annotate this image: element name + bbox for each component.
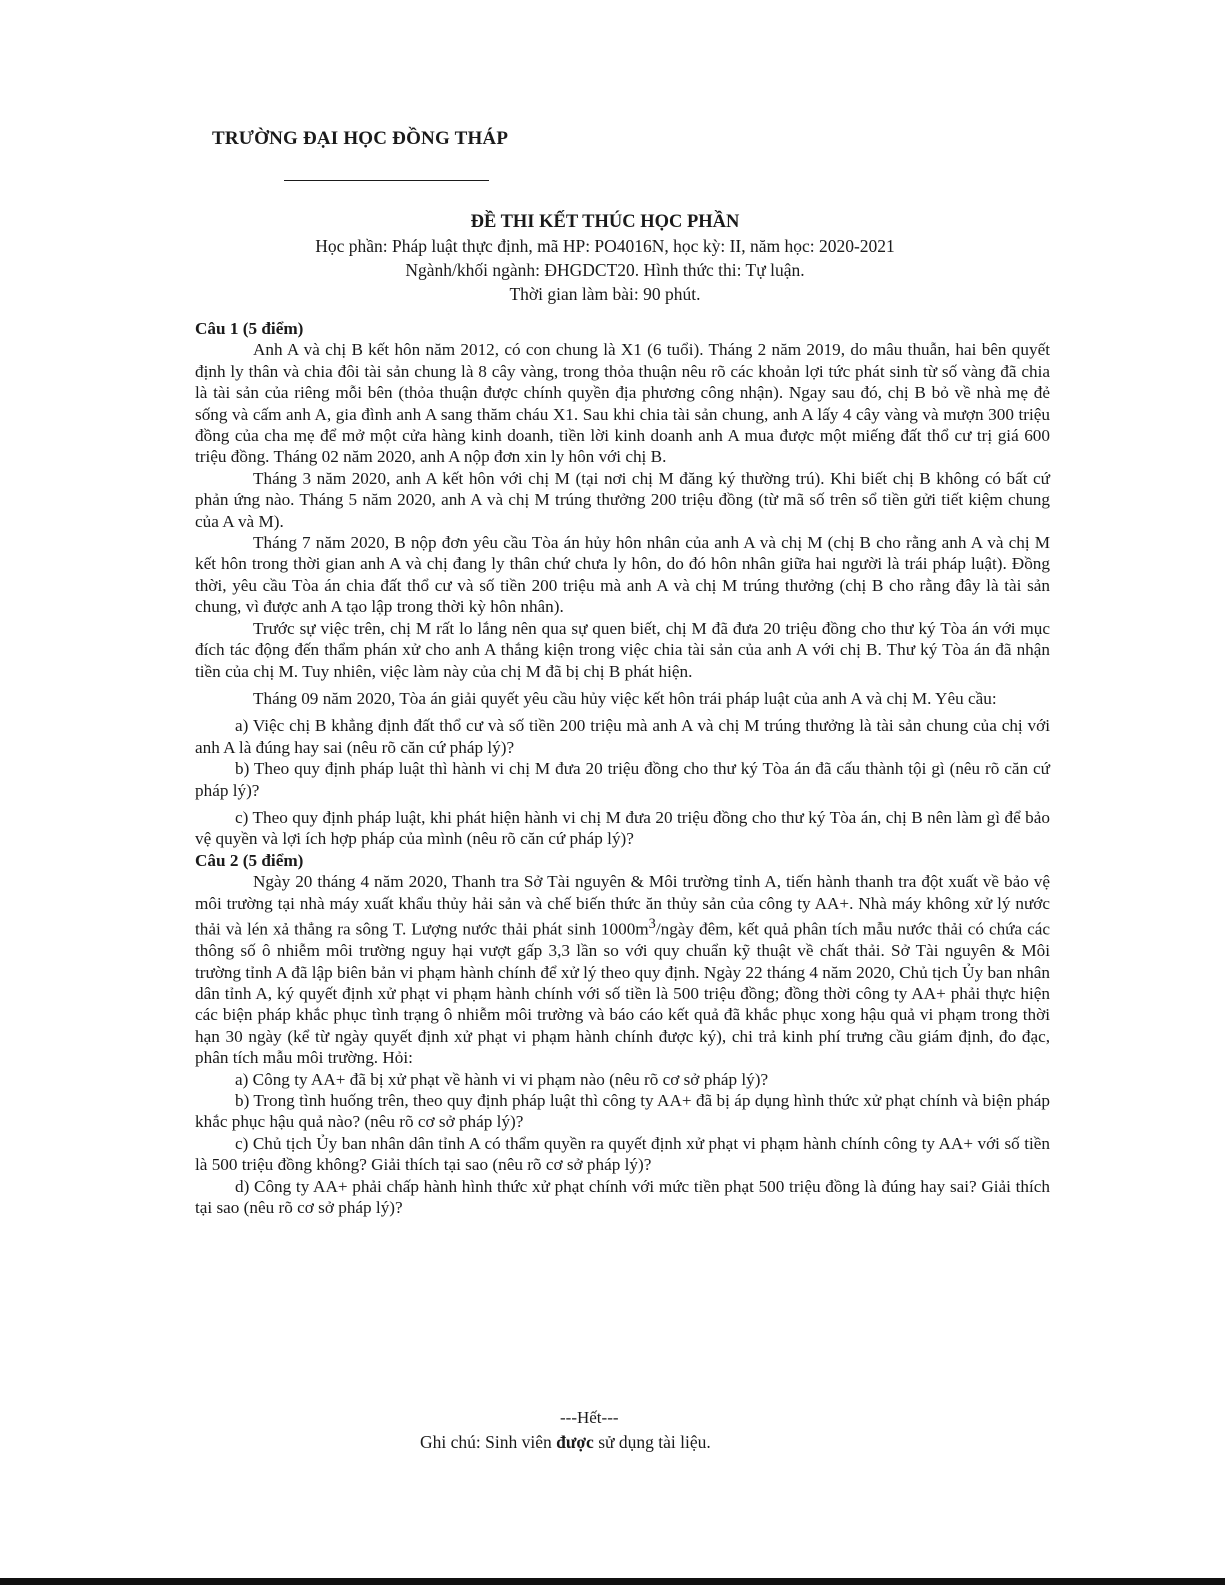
question-1-paragraph: Tháng 7 năm 2020, B nộp đơn yêu cầu Tòa án hủy hôn nhân của anh A và chị M (chị B cho rằng anh A và chị M kết hôn trong thời gian anh A và chị đang ly thân chứ chưa ly hôn, do đó hôn nhân giữa hai người là trái pháp luật). Đồng thời, yêu cầu Tòa án chia đất thổ cư và số tiền 200 triệu mà anh A và chị M trúng thưởng (chị B cho rằng đây là tài sản chung, vì được anh A tạo lập trong thời kỳ hôn nhân). [195,533,1050,617]
question-2-heading: Câu 2 (5 điểm) [195,850,304,870]
question-1-paragraph: Anh A và chị B kết hôn năm 2012, có con chung là X1 (6 tuổi). Tháng 2 năm 2019, do mâu thuẫn, hai bên quyết định ly thân và chia đôi tài sản chung là 8 cây vàng, trong thỏa thuận nêu rõ các khoản lợi tức phát sinh từ số vàng đã chia là tài sản của riêng mỗi bên (thỏa thuận được chính quyền địa phương công nhận). Ngay sau đó, chị B bỏ về nhà mẹ đẻ sống và cấm anh A, gia đình anh A sang thăm cháu X1. Sau khi chia tài sản chung, anh A lấy 4 cây vàng và mượn 300 triệu đồng của cha mẹ để mở một cửa hàng kinh doanh, tiền lời kinh doanh anh A mua được một miếng đất thổ cư trị giá 600 triệu đồng. Tháng 02 năm 2020, anh A nộp đơn xin ly hôn với chị B. [195,340,1050,467]
course-line: Học phần: Pháp luật thực định, mã HP: PO4016N, học kỳ: II, năm học: 2020-2021 [315,236,895,256]
question-2-part-a: a) Công ty AA+ đã bị xử phạt về hành vi vi phạm nào (nêu rõ cơ sở pháp lý)? [235,1069,769,1089]
superscript: 3 [648,915,656,932]
question-1-part-b: b) Theo quy định pháp luật thì hành vi chị M đưa 20 triệu đồng cho thư ký Tòa án đã cấu thành tội gì (nêu rõ căn cứ pháp lý)? [195,759,1050,800]
question-2-part-c: c) Chủ tịch Ủy ban nhân dân tỉnh A có thẩm quyền ra quyết định xử phạt vi phạm hành chính công ty AA+ với số tiền là 500 triệu đồng không? Giải thích tại sao (nêu rõ cơ sở pháp lý)? [195,1133,1050,1175]
note-bold: được [556,1432,594,1452]
question-2-text-b: /ngày đêm, kết quả phân tích mẫu nước thải có chứa các thông số ô nhiễm môi trường nguy hại vượt gấp 3,3 lần so với quy chuẩn kỹ thuật về chất thải. Sở Tài nguyên & Môi trường tỉnh A đã lập biên bản vi phạm hành chính để xử lý theo quy định. Ngày 22 tháng 4 năm 2020, Chủ tịch Ủy ban nhân dân tỉnh A, ký quyết định xử phạt vi phạm hành chính với số tiền là 500 triệu đồng; đồng thời công ty AA+ phải thực hiện các biện pháp khắc phục tình trạng ô nhiễm môi trường và báo cáo kết quả đã khắc phục xong hậu quả vi phạm trong thời hạn 30 ngày (kể từ ngày quyết định xử phạt vi phạm hành chính được ký), chi trả kinh phí trưng cầu giám định, đo đạc, phân tích mẫu môi trường. Hỏi: [195,919,1050,1068]
question-2-paragraph [195,871,1050,1068]
question-1-part-a: a) Việc chị B khẳng định đất thổ cư và số tiền 200 triệu mà anh A và chị M trúng thưởng là tài sản chung của chị với anh A là đúng hay sai (nêu rõ căn cứ pháp lý)? [195,716,1050,757]
question-2-part-d: d) Công ty AA+ phải chấp hành hình thức xử phạt chính với mức tiền phạt 500 triệu đồng là đúng hay sai? Giải thích tại sao (nêu rõ cơ sở pháp lý)? [195,1176,1050,1217]
footer-note [420,1432,711,1453]
question-1-paragraph: Tháng 3 năm 2020, anh A kết hôn với chị M (tại nơi chị M đăng ký thường trú). Khi biết chị B không có bất cứ phản ứng nào. Tháng 5 năm 2020, anh A và chị M trúng thưởng 200 triệu đồng (từ mã số trên sổ tiền gửi tiết kiệm chung của A và M). [195,468,1050,531]
header-underline [284,180,489,181]
major-line: Ngành/khối ngành: ĐHGDCT20. Hình thức thi: Tự luận. [405,260,805,280]
note-text-end: sử dụng tài liệu. [593,1432,711,1452]
exam-header [260,210,950,306]
question-1-heading: Câu 1 (5 điểm) [195,319,304,338]
school-name: TRƯỜNG ĐẠI HỌC ĐỒNG THÁP [212,128,509,149]
note-text: Ghi chú: Sinh viên [420,1432,557,1452]
question-2-part-b: b) Trong tình huống trên, theo quy định pháp luật thì công ty AA+ đã bị áp dụng hình thức xử phạt chính và biện pháp khắc phục hậu quả nào? (nêu rõ cơ sở pháp lý)? [195,1090,1050,1132]
end-mark: ---Hết--- [560,1408,619,1427]
question-1-paragraph: Trước sự việc trên, chị M rất lo lắng nên qua sự quen biết, chị M đã đưa 20 triệu đồng cho thư ký Tòa án với mục đích tác động đến thẩm phán xử cho anh A thắng kiện trong việc chia tài sản của anh A với chị B. Thư ký Tòa án đã nhận tiền của chị M. Tuy nhiên, việc làm này của chị M đã bị chị B phát hiện. [195,618,1050,681]
time-line: Thời gian làm bài: 90 phút. [509,284,701,304]
question-1-paragraph: Tháng 09 năm 2020, Tòa án giải quyết yêu cầu hủy việc kết hôn trái pháp luật của anh A và chị M. Yêu cầu: [253,688,997,708]
exam-title: ĐỀ THI KẾT THÚC HỌC PHẦN [470,212,740,232]
scan-edge-bar [0,1578,1225,1585]
exam-body [195,318,1050,1218]
question-1-part-c: c) Theo quy định pháp luật, khi phát hiện hành vi chị M đưa 20 triệu đồng cho thư ký Tòa án, chị B nên làm gì để bảo vệ quyền và lợi ích hợp pháp của mình (nêu rõ căn cứ pháp lý)? [195,807,1050,849]
question-2-text-a: Ngày 20 tháng 4 năm 2020, Thanh tra Sở Tài nguyên & Môi trường tỉnh A, tiến hành thanh tra đột xuất về bảo vệ môi trường tại nhà máy xuất khẩu thủy hải sản và chế biến thức ăn thủy sản của công ty AA+. Nhà máy không xử lý nước thải và lén xả thẳng ra sông T. Lượng nước thải phát sinh 1000m [195,872,1050,939]
